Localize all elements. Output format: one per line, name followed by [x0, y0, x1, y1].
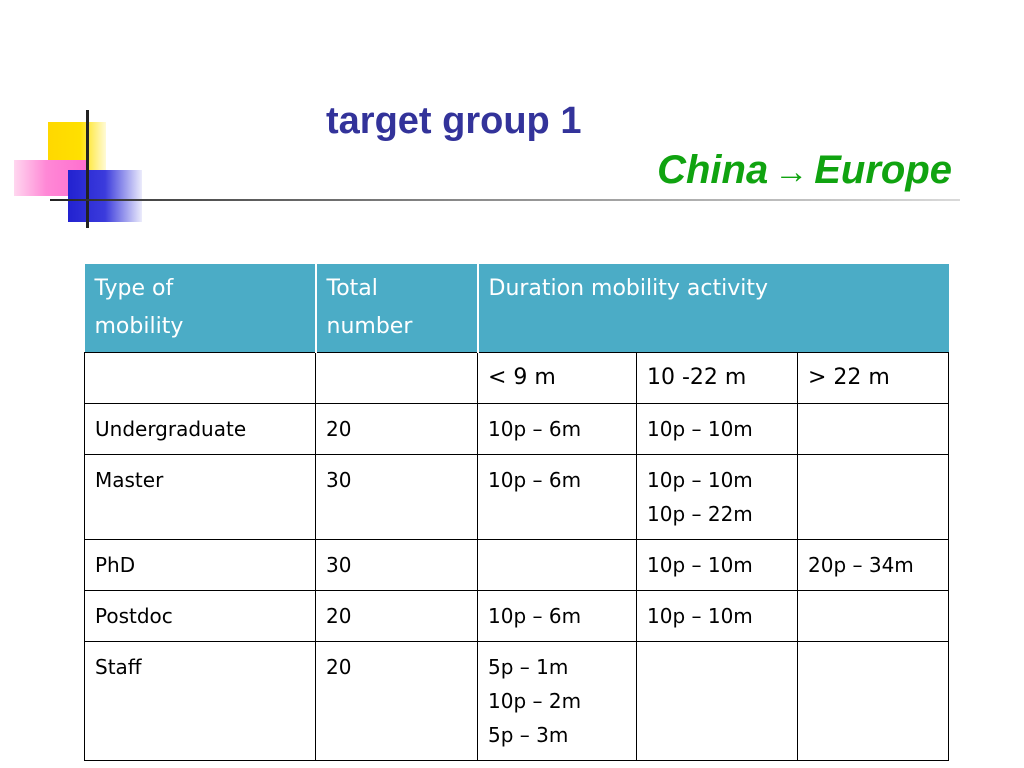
cell-10-22	[637, 642, 798, 761]
cell-line: 10p – 6m	[488, 417, 582, 441]
cell-lt9	[478, 642, 637, 761]
subheader-empty-1	[85, 353, 316, 404]
cell-10-22	[637, 455, 798, 540]
logo-blue-square	[68, 170, 142, 222]
cell-line: 10p – 10m	[647, 417, 753, 441]
cell-lt9	[478, 455, 637, 540]
cell-line: 10p – 6m	[488, 468, 582, 492]
cell-lt9	[478, 404, 637, 455]
table-row	[85, 540, 949, 591]
cell-type: Master	[85, 455, 316, 540]
table-row	[85, 455, 949, 540]
header-type-line2: mobility	[94, 314, 184, 339]
cell-line: 5p – 3m	[488, 723, 569, 747]
table-subheader-row	[85, 353, 949, 404]
subheader-empty-2	[316, 353, 478, 404]
mobility-table-container	[84, 264, 949, 761]
subtitle-to: Europe	[814, 148, 952, 192]
cell-total: 20	[316, 642, 478, 761]
subheader-10-22: 10 -22 m	[637, 353, 798, 404]
cell-line: 10p – 10m	[647, 604, 753, 628]
cell-gt22	[798, 455, 949, 540]
header-type-of-mobility	[85, 264, 316, 353]
cell-gt22	[798, 591, 949, 642]
cell-total: 20	[316, 404, 478, 455]
cell-line: 10p – 22m	[647, 502, 753, 526]
table-row	[85, 591, 949, 642]
cell-10-22	[637, 540, 798, 591]
slide-title: target group 1	[326, 100, 582, 142]
table-row	[85, 642, 949, 761]
mobility-table	[84, 264, 949, 761]
cell-line: 10p – 10m	[647, 468, 753, 492]
title-divider-line	[50, 199, 960, 201]
subheader-gt22: > 22 m	[798, 353, 949, 404]
cell-type: PhD	[85, 540, 316, 591]
logo-vertical-line	[86, 110, 89, 228]
subtitle-from: China	[657, 148, 769, 192]
cell-total: 30	[316, 540, 478, 591]
cell-type: Staff	[85, 642, 316, 761]
cell-line: 20p – 34m	[808, 553, 914, 577]
cell-total: 30	[316, 455, 478, 540]
right-arrow-icon: →	[774, 153, 809, 191]
cell-lt9	[478, 540, 637, 591]
cell-10-22	[637, 404, 798, 455]
cell-gt22	[798, 642, 949, 761]
cell-line: 10p – 10m	[647, 553, 753, 577]
header-type-line1: Type of	[94, 276, 174, 301]
header-total-line1: Total	[326, 276, 378, 301]
cell-line: 5p – 1m	[488, 655, 569, 679]
cell-line: 10p – 2m	[488, 689, 582, 713]
header-total-line2: number	[326, 314, 413, 339]
slide-subtitle	[657, 148, 952, 193]
cell-gt22	[798, 404, 949, 455]
cell-type: Undergraduate	[85, 404, 316, 455]
cell-line: 10p – 6m	[488, 604, 582, 628]
table-row	[85, 404, 949, 455]
cell-gt22	[798, 540, 949, 591]
subheader-lt9: < 9 m	[478, 353, 637, 404]
cell-type: Postdoc	[85, 591, 316, 642]
header-duration: Duration mobility activity	[478, 264, 949, 353]
table-header-row	[85, 264, 949, 353]
cell-total: 20	[316, 591, 478, 642]
header-total-number	[316, 264, 478, 353]
cell-10-22	[637, 591, 798, 642]
cell-lt9	[478, 591, 637, 642]
